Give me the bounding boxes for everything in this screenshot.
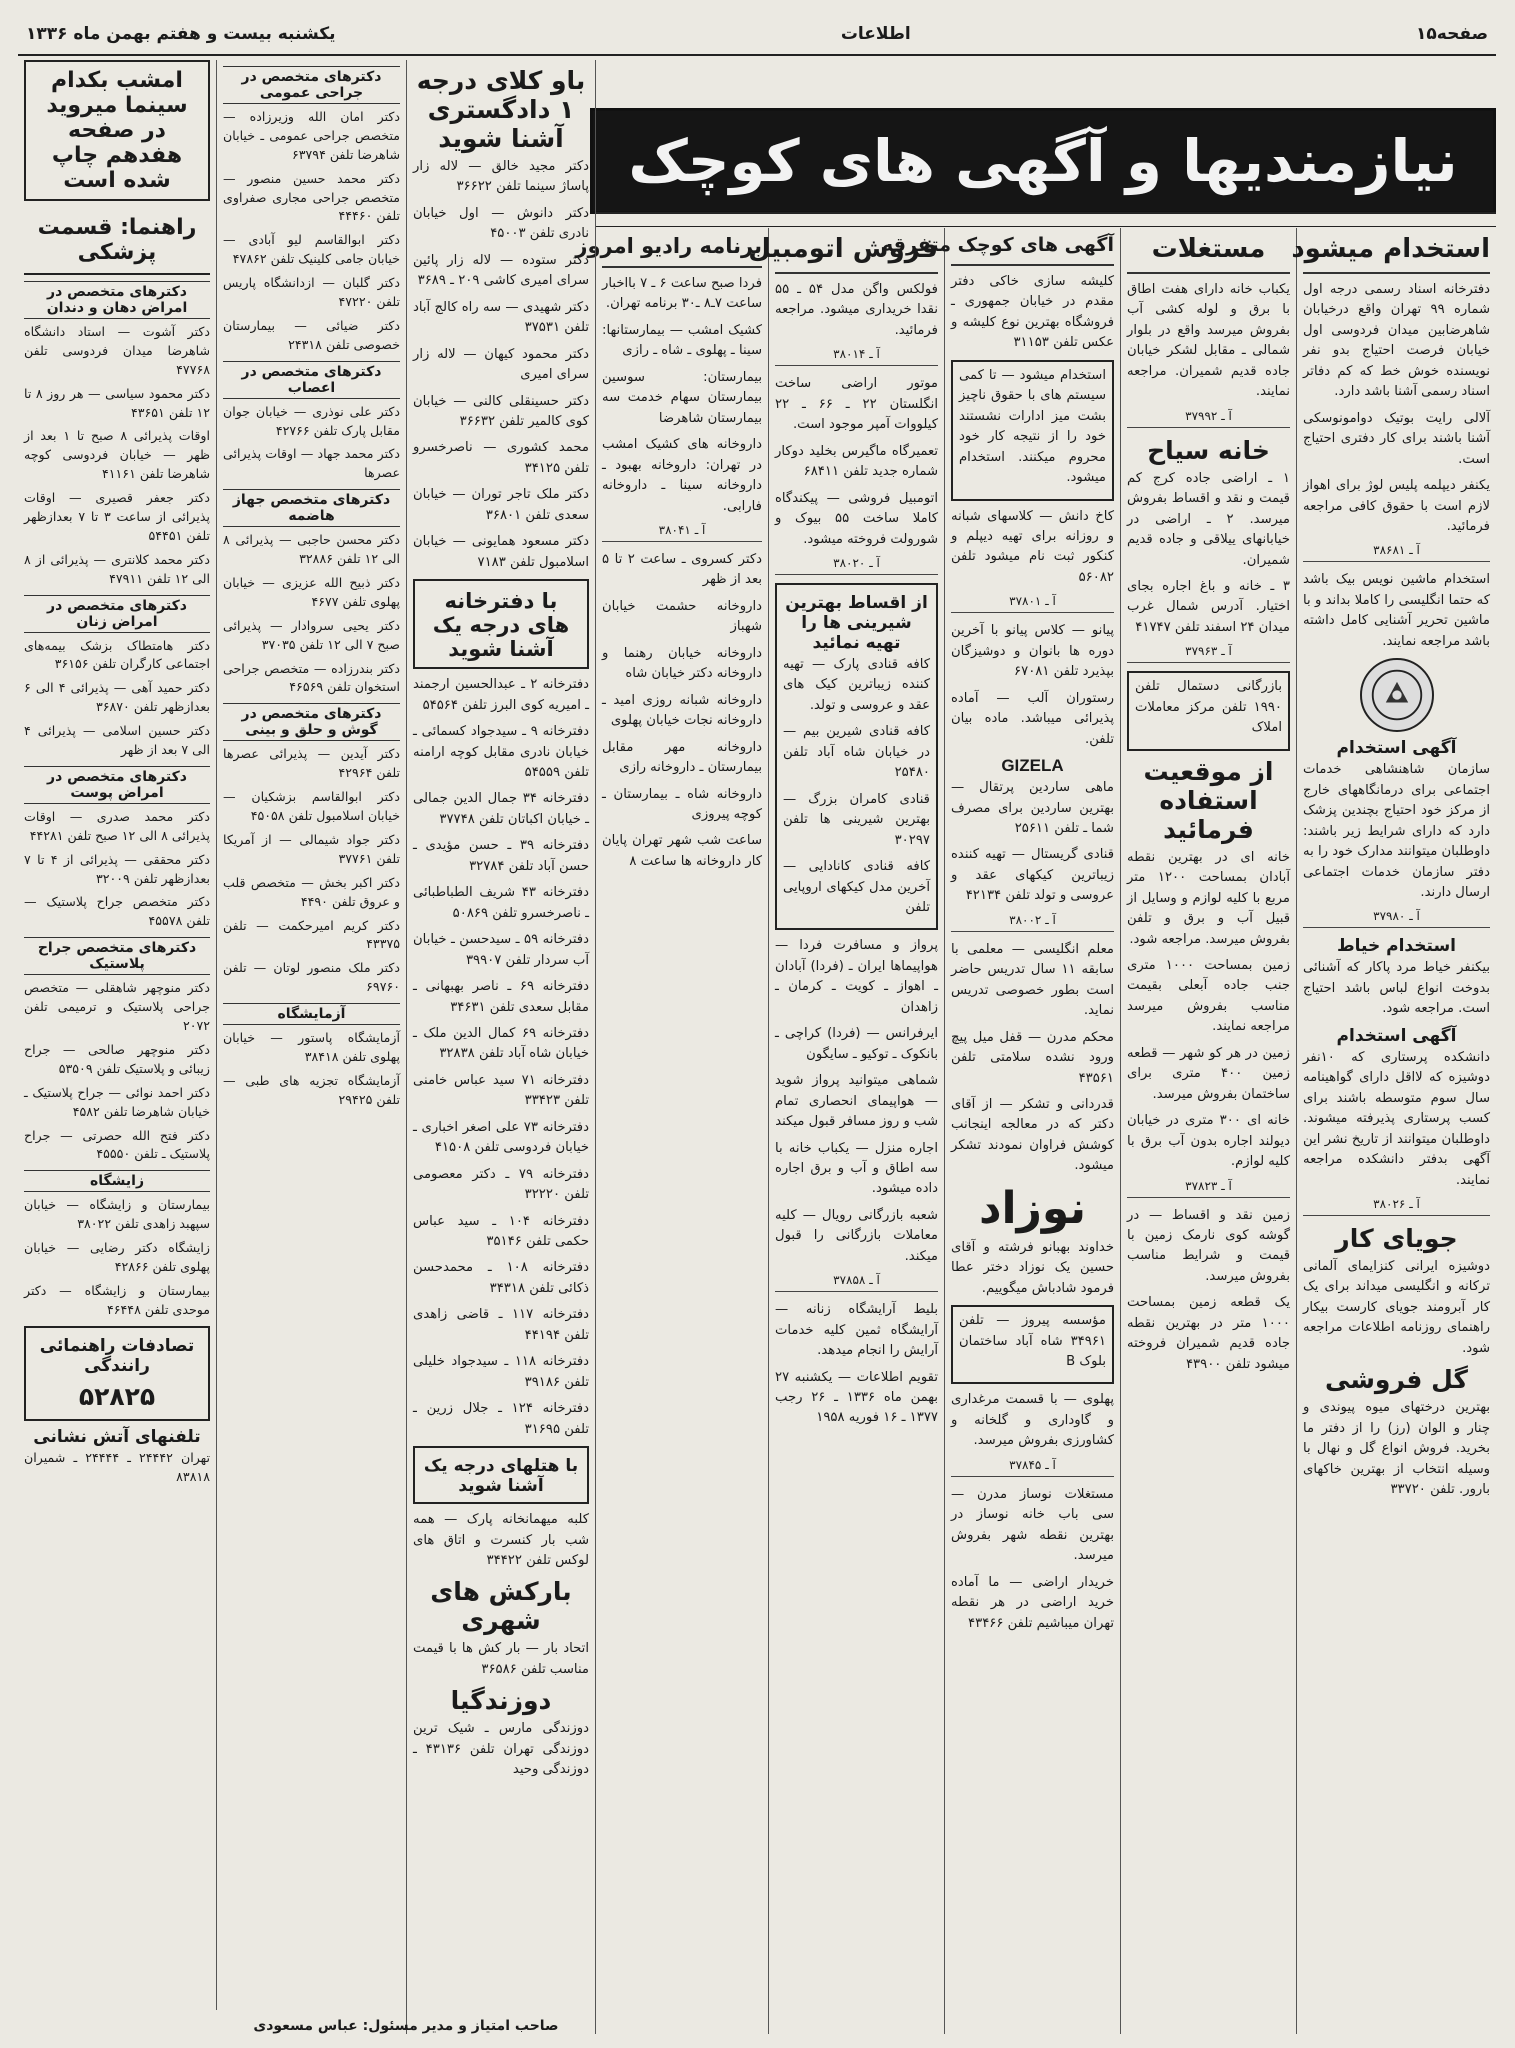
page-number: صفحه۱۵ <box>1416 24 1488 44</box>
specialists-section-head: آزمایشگاه <box>223 1003 400 1025</box>
misc-ad: کاخ دانش — کلاسهای شبانه و روزانه برای تهیه دیپلم و کنکور ثبت نام میشود تلفن ۵۶۰۸۲ <box>951 508 1114 585</box>
cinema-box-line2: در صفحه هفدهم چاپ شده است <box>51 118 183 193</box>
doctor-item: دکتر منوچهر شاهقلی — متخصص جراحی پلاستیک و ترمیمی تلفن ۲۰۷۲ <box>24 980 210 1034</box>
ad-reference: آ ـ ۳۸۶۸۱ <box>1303 543 1490 562</box>
doctor-item: بیمارستان و زایشگاه — دکتر موحدی تلفن ۴۶۴۴۸ <box>24 1282 210 1317</box>
misc-ad: قدردانی و تشکر — از آقای دکتر که در معالجه اینجانب کوشش فراوان نمودند تشکر میشود. <box>951 1096 1114 1174</box>
rental-ad: ۳ ـ خانه و باغ اجاره بجای اختیار. آدرس شمال غرب میدان ۲۴ اسفند تلفن ۴۱۷۴۷ <box>1127 578 1290 635</box>
notary-item: دفترخانه ۶۹ کمال الدین ملک ـ خیابان شاه آباد تلفن ۳۲۸۳۸ <box>413 1025 589 1062</box>
cabaret-title: بارکش های شهری <box>430 1577 572 1636</box>
radio-item: بیمارستان: سوسین بیمارستان سهام خدمت سه بیمارستان شاهرضا <box>602 369 762 426</box>
radio-item: داروخانه شاه ـ بیمارستان ـ کوچه پیروزی <box>602 786 762 822</box>
misc-ad-title: نوزاد <box>978 1182 1087 1234</box>
doctors-section-head: دکترهای متخصص در امراض دهان و دندان <box>24 281 210 319</box>
column-employment <box>1291 228 1496 2034</box>
employment-ad: استخدام ماشین نویس بیک باشد که حتما انگلیسی را کاملا بداند و با ماشین تحریر آشنایی کامل داشته باشد مراجعه نمایند. <box>1303 572 1490 649</box>
notary-item: دفترخانه ۷۳ علی اصغر اخباری ـ خیابان فردوسی تلفن ۴۱۵۰۸ <box>413 1119 589 1156</box>
doctor-item: دکتر محمود سیاسی — هر روز ۸ تا ۱۲ تلفن ۴۳۶۵۱ <box>24 385 210 420</box>
doctor-item: دکتر اکبر بخش — متخصص قلب و عروق تلفن ۴۴۹۰ <box>223 874 400 909</box>
rental-ad: خانه ای در بهترین نقطه آبادان بمساحت ۱۲۰۰ متر مربع با کلیه لوازم و وسایل از قبیل آب و برق و تلفن بفروش میرسد. مراجعه شود. <box>1127 849 1291 947</box>
notary-item: دفترخانه ۴۳ شریف الطباطبائی ـ ناصرخسرو تلفن ۵۰۸۶۹ <box>413 885 589 921</box>
misc-ad: خداوند بهبانو فرشته و آقای حسین یک نوزاد دختر عطا فرمود شادباش میگوییم. <box>951 1239 1114 1296</box>
radio-item: داروخانه شبانه روزی امید ـ داروخانه نجات خیابان پهلوی <box>602 692 762 729</box>
notice-text: سازمان شاهنشاهی خدمات اجتماعی برای درمانگاههای خارج از مرکز خود احتیاج بچندین پزشک دارد که دارای شرایط زیر باشند: داوطلبان میتوانند مدارک خود را به دفتر سازمان خدمات اجتماعی ارسال دارند. <box>1303 762 1490 900</box>
notary-item: دفترخانه ۶۹ ـ ناصر بهبهانی ـ مقابل سعدی تلفن ۳۴۶۳۱ <box>413 979 589 1015</box>
cinema-box <box>24 60 210 201</box>
radio-item: کشیک امشب — بیمارستانها: سینا ـ پهلوی ـ شاه ـ رازی <box>602 322 762 359</box>
misc-head: آگهی های کوچک متفرقه <box>951 228 1114 266</box>
misc-ad: خریدار اراضی — ما آماده خرید اراضی در هر نقطه تهران میباشیم تلفن ۴۳۴۶۶ <box>951 1574 1114 1631</box>
doctor-item: دکتر فتح الله حصرتی — جراح پلاستیک ـ تلفن ۴۵۵۵۰ <box>24 1127 210 1162</box>
auto-ad: کافه قنادی کانادایی — آخرین مدل کیکهای اروپایی تلفن <box>783 859 930 915</box>
doctors-section-head: زایشگاه <box>24 1170 210 1192</box>
column-lawyers-notaries <box>406 60 596 2034</box>
lawyer-item: دکتر شهیدی — سه راه کالج آباد تلفن ۳۷۵۳۱ <box>413 299 589 336</box>
doctor-item: دکتر یحیی سروادار — پذیرائی صبح ۷ الی ۱۲ تلفن ۳۷۰۳۵ <box>223 617 400 652</box>
tailor-shops-title: دوزندگیا <box>450 1686 552 1716</box>
notary-item: دفترخانه ۵۹ ـ سیدحسن ـ خیابان آب سردار تلفن ۳۹۹۰۷ <box>413 932 589 968</box>
lawyer-item: دکتر مجید خالق — لاله زار پاساژ سینما تلفن ۳۶۶۲۲ <box>413 159 589 195</box>
lawyer-item: دکتر محمود کیهان — لاله زار سرای امیری <box>413 346 589 383</box>
newspaper-name: اطلاعات <box>840 24 911 44</box>
auto-ad: پرواز و مسافرت فردا — هواپیماها ایران ـ (فردا) آبادان ـ اهواز ـ کویت ـ کرمان ـ زاهدان <box>775 938 938 1015</box>
misc-ad: کلیشه سازی خاکی دفتر مقدم در خیابان جمهوری ـ فروشگاه بهترین نوع کلیشه و عکس تلفن ۳۱۱۵۳ <box>951 274 1114 351</box>
specialists-section-head: دکترهای متخصص در اعصاب <box>223 361 400 399</box>
misc-ad: مستغلات نوساز مدرن — سی باب خانه نوساز در بهترین نقطه شهر بفروش میرسد. <box>951 1486 1114 1564</box>
doctor-item: دکتر محمد صدری — اوقات پذیرائی ۸ الی ۱۲ صبح تلفن ۴۴۲۸۱ <box>24 808 210 843</box>
lawyer-item: محمد کشوری — ناصرخسرو تلفن ۳۴۱۲۵ <box>413 440 589 476</box>
ad-reference: آ ـ ۳۸۰۲۶ <box>1303 1197 1490 1216</box>
doctor-item: دکتر محمد حسین منصور — متخصص جراحی مجاری صفراوی تلفن ۴۴۴۶۰ <box>223 170 400 224</box>
cinema-box-line1: امشب بکدام سینما میروید <box>46 68 188 118</box>
doctor-item: دکتر منوچهر صالحی — جراح زیبائی و پلاستیک تلفن ۵۳۵۰۹ <box>24 1041 210 1076</box>
flower-title: گل فروشی <box>1325 1365 1468 1395</box>
employment-head: استخدام میشود <box>1303 228 1490 274</box>
column-autos <box>748 228 944 2034</box>
publisher-signature: صاحب امتیاز و مدیر مسئول: عباس مسعودی <box>253 2018 559 2034</box>
rental-ad: بازرگانی دستمال تلفن ۱۹۹۰ تلفن مرکز معاملات املاک <box>1135 679 1282 736</box>
auto-ad-title: از اقساط بهترین شیرینی ها را تهیه نمائید <box>785 592 928 653</box>
cabaret-text: اتحاد بار — بار کش ها با قیمت مناسب تلفن ۳۶۵۸۶ <box>413 1641 589 1677</box>
specialists-section-head: دکترهای متخصص در جراحی عمومی <box>223 66 400 104</box>
rental-ad: زمین در هر کو شهر — قطعه زمین ۴۰۰ متری برای ساختمان بفروش میرسد. <box>1127 1045 1290 1102</box>
column-rentals <box>1120 228 1296 2034</box>
notary-item: دفترخانه ۳۴ جمال الدین جمالی ـ خیابان اکباتان تلفن ۳۷۷۴۸ <box>413 791 589 827</box>
doctor-item: زایشگاه دکتر رضایی — خیابان پهلوی تلفن ۴۲۸۶۶ <box>24 1240 210 1274</box>
doctor-item: دکتر ابوالقاسم لیو آبادی — خیابان جامی کلینیک تلفن ۴۷۸۶۲ <box>223 232 400 267</box>
notary-item: دفترخانه ۷۱ سید عباس خامنی تلفن ۳۳۴۲۳ <box>413 1072 589 1109</box>
date-line: یکشنبه بیست و هفتم بهمن ماه ۱۳۳۶ <box>26 24 336 44</box>
rental-ad: ۱ ـ اراضی جاده کرج کم قیمت و نقد و اقساط بفروش میرسد. ۲ ـ اراضی در خیابانهای ییلاقی و جاده قدیم شمیران. <box>1127 470 1290 568</box>
doctor-item: دکتر حسین اسلامی — پذیرائی ۴ الی ۷ بعد از ظهر <box>24 723 210 758</box>
column-specialists <box>216 60 406 2010</box>
notaries-box <box>413 579 589 669</box>
doctor-item: دکتر امان الله وزیرزاده — متخصص جراحی عمومی ـ خیابان شاهرضا تلفن ۶۳۷۹۴ <box>223 109 400 162</box>
banner-rule <box>596 212 1496 227</box>
ad-reference: آ ـ ۳۷۸۲۳ <box>1127 1179 1290 1198</box>
column-radio <box>575 228 768 2034</box>
doctor-item: دکتر ملک منصور لوتان — تلفن ۶۹۷۶۰ <box>223 960 400 995</box>
fire-numbers: تهران ۲۴۴۴۲ ـ ۲۴۴۴۴ ـ شمیران ۸۳۸۱۸ <box>24 1449 210 1484</box>
rental-ad-title: خانه سیاح <box>1147 435 1270 465</box>
notary-item: دفترخانه ۱۲۴ ـ جلال زرین ـ تلفن ۳۱۶۹۵ <box>413 1401 589 1437</box>
doctor-item: اوقات پذیرائی ۸ صبح تا ۱ بعد از ظهر — خیابان فردوسی کوچه شاهرضا تلفن ۴۱۱۶۱ <box>24 428 211 482</box>
column-medical-guide <box>18 60 216 2010</box>
lawyer-item: دکتر ملک تاجر توران — خیابان سعدی تلفن ۳۶۸۰۱ <box>413 487 589 523</box>
misc-ad: مؤسسه پیروز — تلفن ۳۴۹۶۱ شاه آباد ساختمان بلوک B <box>959 1313 1106 1370</box>
tailor-title: استخدام خیاط <box>1337 936 1456 957</box>
doctors-section-head: دکترهای متخصص جراح پلاستیک <box>24 937 210 975</box>
doctor-item: دکتر هامتطاک بزشک بیمه‌های اجتماعی کارگران تلفن ۳۶۱۵۶ <box>24 637 210 672</box>
notice-title: آگهی استخدام <box>1336 738 1457 759</box>
auto-ad: کافه قنادی شیرین بیم — در خیابان شاه آباد تلفن ۲۵۴۸۰ <box>783 724 930 781</box>
medical-guide-title: راهنما: قسمت پزشکی <box>24 207 210 275</box>
auto-ad: تعمیرگاه ماگیرس بخلید دوکار شماره جدید تلفن ۶۸۴۱۱ <box>775 443 938 480</box>
misc-ad: معلم انگلیسی — معلمی با سابقه ۱۱ سال تدریس حاضر است بطور خصوصی تدریس نماید. <box>951 941 1114 1019</box>
notary-item: دفترخانه ۲ ـ عبدالحسین ارجمند ـ امیریه کوی البرز تلفن ۵۴۵۶۴ <box>413 677 589 713</box>
ad-reference: آ ـ ۳۸۰۲۰ <box>775 556 938 575</box>
boxed-ad <box>951 360 1114 501</box>
notary-item: دفترخانه ۹ ـ سیدجواد کسمائی ـ خیابان نادری مقابل کوچه ارامنه تلفن ۵۴۵۵۹ <box>413 724 589 780</box>
doctors-section-head: دکترهای متخصص در امراض زنان <box>24 595 210 633</box>
radio-item: ساعت شب شهر تهران پایان کار داروخانه ها ساعت ۸ <box>602 833 762 869</box>
specialists-section-head: دکترهای متخصص در گوش و حلق و بینی <box>223 703 400 741</box>
doctors-section-head: دکترهای متخصص در امراض پوست <box>24 766 210 804</box>
lawyer-item: دکتر دانوش — اول خیابان نادری تلفن ۴۵۰۰۳ <box>413 205 589 242</box>
misc-ad: محکم مدرن — قفل میل پیچ ورود نشده سلامتی تلفن ۴۳۵۶۱ <box>951 1029 1114 1086</box>
banner-title: نیازمندیها و آگهی های کوچک <box>628 127 1458 195</box>
employment-ad: آلالی رایت بوتیک دوامونوسکی آشنا باشند برای کار دفتری احتیاج است. <box>1303 410 1490 467</box>
boxed-ad <box>951 1305 1114 1384</box>
radio-item: داروخانه حشمت خیابان شهباز <box>602 598 762 635</box>
boxed-ad <box>775 583 938 930</box>
radio-item: داروخانه های کشیک امشب در تهران: داروخانه بهبود ـ داروخانه سینا ـ داروخانه فارابی. <box>602 437 762 514</box>
doctor-item: دکتر ذبیح الله عزیزی — خیابان پهلوی تلفن ۴۶۷۷ <box>223 575 400 609</box>
notary-item: دفترخانه ۱۰۴ ـ سید عباس حکمی تلفن ۳۵۱۴۶ <box>413 1213 589 1250</box>
ad-reference: آ ـ ۳۷۸۵۸ <box>775 1273 938 1292</box>
lawyer-item: دکتر ستوده — لاله زار پائین سرای امیری کاشی ۲۰۹ ـ ۳۶۸۹ <box>413 252 589 289</box>
notary-item: دفترخانه ۷۹ ـ دکتر معصومی تلفن ۳۲۲۲۰ <box>413 1166 589 1203</box>
doctor-item: دکتر کریم امیرحکمت — تلفن ۴۳۳۷۵ <box>223 917 400 952</box>
rental-ad-title: از موقعیت استفاده فرمائید <box>1143 756 1274 844</box>
misc-ad: پیانو — کلاس پیانو با آخرین دوره ها بانوان و دوشیزگان بپذیرد تلفن ۶۷۰۸۱ <box>951 623 1114 680</box>
auto-ad: شعبه بازرگانی رویال — کلیه معاملات بازرگانی را قبول میکند. <box>775 1207 938 1264</box>
doctor-item: بیمارستان و زایشگاه — خیابان سپهبد زاهدی تلفن ۳۸۰۲۲ <box>24 1197 210 1232</box>
specialists-section-head: دکترهای متخصص جهاز هاضمه <box>223 489 400 527</box>
auto-ad: فولکس واگن مدل ۵۴ ـ ۵۵ نقدا خریداری میشود. مراجعه فرمائید. <box>775 282 938 338</box>
rental-ad: خانه ای ۳۰۰ متری در خیابان دیولند اجاره بدون آب برق با کلیه لوازم. <box>1127 1113 1290 1170</box>
traffic-number: ۵۲۸۲۵ <box>78 1381 156 1411</box>
rental-ad: یک قطعه زمین بمساحت ۱۰۰۰ متر در بهترین نقطه جاده قدیم شمیران فروخته میشود تلفن ۴۳۹۰۰ <box>1127 1295 1290 1372</box>
doctor-item: دکتر گلبان — ازدانشگاه پاریس تلفن ۴۷۲۲۰ <box>223 275 400 310</box>
doctor-item: دکتر محمد کلانتری — پذیرائی از ۸ الی ۱۲ تلفن ۴۷۹۱۱ <box>24 551 210 586</box>
nurse-title: آگهی استخدام <box>1336 1025 1457 1046</box>
misc-ad: رستوران آلب — آماده پذیرائی میباشد. ماده بیان تلفن. <box>951 690 1114 747</box>
doctor-item: آزمایشگاه پاستور — خیابان پهلوی تلفن ۳۸۴۱۸ <box>223 1030 400 1064</box>
doctor-item: دکتر احمد نوائی — جراح پلاستیک ـ خیابان شاهرضا تلفن ۴۵۸۲ <box>24 1084 210 1119</box>
newspaper-page <box>18 14 1496 2034</box>
ad-reference: آ ـ ۳۷۹۶۳ <box>1127 644 1290 663</box>
notary-item: دفترخانه ۱۱۸ ـ سیدجواد خلیلی تلفن ۳۹۱۸۶ <box>413 1354 589 1390</box>
autos-head: فروش اتومبیل <box>775 228 938 274</box>
radio-item: داروخانه خیابان رهنما و داروخانه دکتر خیابان شاه <box>602 645 762 682</box>
hotels-box <box>413 1446 589 1504</box>
doctor-item: دکتر محسن حاجبی — پذیرائی ۸ الی ۱۲ تلفن ۳۲۸۸۶ <box>223 532 400 567</box>
notaries-title: با دفترخانه های درجه یک آشنا شوید <box>432 589 570 662</box>
radio-item: دکتر کسروی ـ ساعت ۲ تا ۵ بعد از ظهر <box>602 551 762 588</box>
doctor-item: دکتر محمد جهاد — اوقات پذیرائی عصرها <box>223 446 400 481</box>
jobseek-title: جویای کار <box>1335 1223 1458 1253</box>
ad-reference: آ ـ ۳۸۰۰۲ <box>951 913 1114 932</box>
doctor-item: آزمایشگاه تجزیه های طبی — تلفن ۲۹۴۲۵ <box>223 1072 400 1107</box>
tailor-shops-text: دوزندگی مارس ـ شیک ترین دوزندگی تهران تلفن ۴۳۱۳۶ ـ دوزندگی وحید <box>413 1721 590 1778</box>
ad-reference: آ ـ ۳۸۰۱۴ <box>775 347 938 366</box>
doctor-item: دکتر جواد شیمالی — از آمریکا تلفن ۳۷۷۶۱ <box>223 831 400 866</box>
ad-reference: آ ـ ۳۷۹۸۰ <box>1303 909 1490 928</box>
ad-reference: آ ـ ۳۸۰۴۱ <box>602 523 762 542</box>
auto-ad: شماهی میتوانید پرواز شوید — هواپیمای انحصاری تمام شب و روز مسافر قبول میکند <box>775 1073 938 1130</box>
doctor-item: دکتر متخصص جراح پلاستیک — تلفن ۴۵۵۷۸ <box>24 894 210 929</box>
doctor-item: دکتر محققی — پذیرائی از ۴ تا ۷ بعدازظهر تلفن ۳۲۰۰۹ <box>24 851 210 886</box>
page-header <box>18 14 1496 56</box>
hotels-text: کلبه میهمانخانه پارک — همه شب بار کنسرت و اتاق های لوکس تلفن ۳۴۴۲۲ <box>413 1512 589 1569</box>
doctor-item: دکتر جعفر قصیری — اوقات پذیرائی از ساعت ۳ تا ۷ بعدازظهر تلفن ۵۴۴۵۱ <box>24 490 210 543</box>
traffic-box <box>24 1326 210 1421</box>
auto-ad: بلیط آرایشگاه زنانه — آرایشگاه ثمین کلیه خدمات آرایش را انجام میدهد. <box>775 1302 938 1359</box>
nurse-text: دانشکده پرستاری که ۱۰نفر دوشیزه که لااقل دارای گواهینامه سال سوم متوسطه باشند برای کسب پرستاری پذیرفته میشوند. داوطلبان میتوانند از تاریخ نشر این آگهی بدفتر دانشکده مراجعه نمایند. <box>1303 1049 1490 1188</box>
traffic-title: تصادفات راهنمائی رانندگی <box>39 1335 195 1376</box>
auto-ad: تقویم اطلاعات — یکشنبه ۲۷ بهمن ماه ۱۳۳۶ ـ ۲۶ رجب ۱۳۷۷ ـ ۱۶ فوریه ۱۹۵۸ <box>775 1369 938 1426</box>
misc-ad: پهلوی — با قسمت مرغداری و گاوداری و گلخانه و کشاورزی بفروش میرسد. <box>951 1392 1114 1449</box>
doctor-item: دکتر بندرزاده — متخصص جراحی استخوان تلفن ۴۶۵۶۹ <box>223 660 400 695</box>
column-misc <box>882 228 1120 2034</box>
fire-title: تلفنهای آتش نشانی <box>33 1426 201 1447</box>
notary-item: دفترخانه ۱۱۷ ـ قاضی زاهدی تلفن ۴۴۱۹۴ <box>413 1307 589 1343</box>
hotels-title: با هتلهای درجه یک آشنا شوید <box>423 1456 579 1497</box>
rental-ad: یکباب خانه دارای هفت اطاق با برق و لوله کشی آب بفروش میرسد واقع در بلوار شمالی ـ مقابل لشکر خیابان جاده قدیم شمیران. مراجعه نمایند. <box>1127 282 1290 400</box>
lawyer-item: دکتر مسعود همایونی — خیابان اسلامبول تلفن ۷۱۸۳ <box>413 534 589 570</box>
ad-reference: آ ـ ۳۷۹۹۲ <box>1127 409 1290 428</box>
auto-ad: ایرفرانس — (فردا) کراچی ـ بانکوک ـ توکیو ـ سایگون <box>775 1026 938 1062</box>
misc-ad: استخدام میشود — تا کمی سیستم های با حقوق ناچیز بشت میز ادارات نشستند خود را از نتیجه کار خود محروم میکنند. استخدام میشود. <box>959 367 1106 486</box>
auto-ad: قنادی کامران بزرگ — بهترین شیرینی ها تلفن ۳۰۲۹۷ <box>783 791 930 848</box>
doctor-item: دکتر آشوت — استاد دانشگاه شاهرضا میدان فردوسی تلفن ۴۷۷۶۸ <box>24 324 210 377</box>
notary-item: دفترخانه ۳۹ ـ حسن مؤیدی ـ حسن آباد تلفن ۳۲۷۸۴ <box>413 838 589 874</box>
boxed-ad <box>1127 671 1290 750</box>
rental-ad: زمین نقد و اقساط — در گوشه کوی نارمک زمین با قیمت و شرایط مناسب بفروش میرسد. <box>1127 1207 1290 1284</box>
doctor-item: دکتر حمید آهی — پذیرائی ۴ الی ۶ بعدازظهر تلفن ۳۶۸۷۰ <box>24 680 210 715</box>
lawyers-title: باو کلای درجه ۱ دادگستری آشنا شوید <box>416 66 586 153</box>
radio-item: فردا صبح ساعت ۶ ـ ۷ بااخبار ساعت ۷ـ۸ ـ۳۰ برنامه تهران. <box>602 276 763 312</box>
lawyer-item: دکتر حسینقلی کالنی — خیابان کوی کالمیر تلفن ۳۶۶۳۲ <box>413 393 589 429</box>
doctor-item: دکتر آیدین — پذیرائی عصرها تلفن ۴۲۹۶۴ <box>223 746 400 781</box>
doctor-item: دکتر ابوالقاسم بزشکیان — خیابان اسلامبول تلفن ۴۵۰۵۸ <box>223 789 400 824</box>
jobseek-text: دوشیزه ایرانی کنزایمای آلمانی ترکانه و انگلیسی میداند برای یک کار آبرومند جویای کارست بیکار راهنمای روزنامه اطلاعات مراجعه شود. <box>1303 1258 1490 1356</box>
auto-ad: اتومبیل فروشی — پیکندگاه کاملا ساخت ۵۵ بیوک و شورولت فروخته میشود. <box>775 490 938 547</box>
radio-head: برنامه رادیو امروز <box>602 228 762 268</box>
misc-ad: قنادی گریستال — تهیه کننده زیباترین کیکهای عقد و عروسی و تولد تلفن ۴۲۱۳۴ <box>951 847 1114 904</box>
misc-ad-title: GIZELA <box>1001 756 1064 776</box>
doctor-item: دکتر علی نوذری — خیابان جوان مقابل پارک تلفن ۴۲۷۶۶ <box>223 403 400 438</box>
auto-ad: کافه قنادی پارک — تهیه کننده زیباترین کیک های عقد و عروسی و تولد. <box>783 656 930 713</box>
doctor-item: دکتر ضیائی — بیمارستان خصوصی تلفن ۲۴۳۱۸ <box>223 317 400 352</box>
misc-ad: ماهی ساردین پرتقال — بهترین ساردین برای مصرف شما ـ تلفن ۲۵۶۱۱ <box>951 780 1114 836</box>
auto-ad: اجاره منزل — یکباب خانه با سه اطاق و آب و برق اجاره داده میشود. <box>775 1140 938 1197</box>
notary-item: دفترخانه ۱۰۸ ـ محمدحسن ذکائی تلفن ۳۴۳۱۸ <box>413 1260 589 1296</box>
auto-ad: موتور اراضی ساخت انگلستان ۲۲ ـ ۶۶ ـ ۲۲ کیلووات آمپر موجود است. <box>775 376 938 433</box>
flower-text: بهترین درختهای میوه پیوندی و چنار و الوان (رز) را از دفتر ما بخرید. فروش انواع گل و نهال با وسیله انتخاب از بهترین خاکهای بارور. تلفن ۳۳۷۲۰ <box>1303 1400 1490 1498</box>
tailor-text: بیکنفر خیاط مرد پاکار که آشنائی بدوخت انواع لباس باشد احتیاج است. مراجعه شود. <box>1303 960 1490 1017</box>
ad-reference: آ ـ ۳۷۸۰۱ <box>951 594 1114 613</box>
classifieds-banner <box>590 108 1496 214</box>
rentals-head: مستغلات <box>1127 228 1290 274</box>
rental-ad: زمین بمساحت ۱۰۰۰ متری جنب جاده آبعلی بقیمت مناسب بفروش میرسد مراجعه نمایند. <box>1127 957 1291 1035</box>
employment-ad: یکنفر دیپلمه پلیس لوژ برای اهواز لازم است با حقوق کافی مراجعه فرمائید. <box>1303 478 1490 534</box>
emblem-icon <box>1360 658 1434 732</box>
radio-item: داروخانه مهر مقابل بیمارستان ـ داروخانه رازی <box>602 739 762 776</box>
employment-ad: دفترخانه اسناد رسمی درجه اول شماره ۹۹ تهران واقع درخیابان شاهرضابین میدان فردوسی اول خیابان فرصت احتیاج بدو نفر نویسنده خوش خط که کم دفاتر اسناد رسمی آشنا باشد دارد. <box>1303 282 1490 400</box>
ad-reference: آ ـ ۳۷۸۴۵ <box>951 1458 1114 1477</box>
